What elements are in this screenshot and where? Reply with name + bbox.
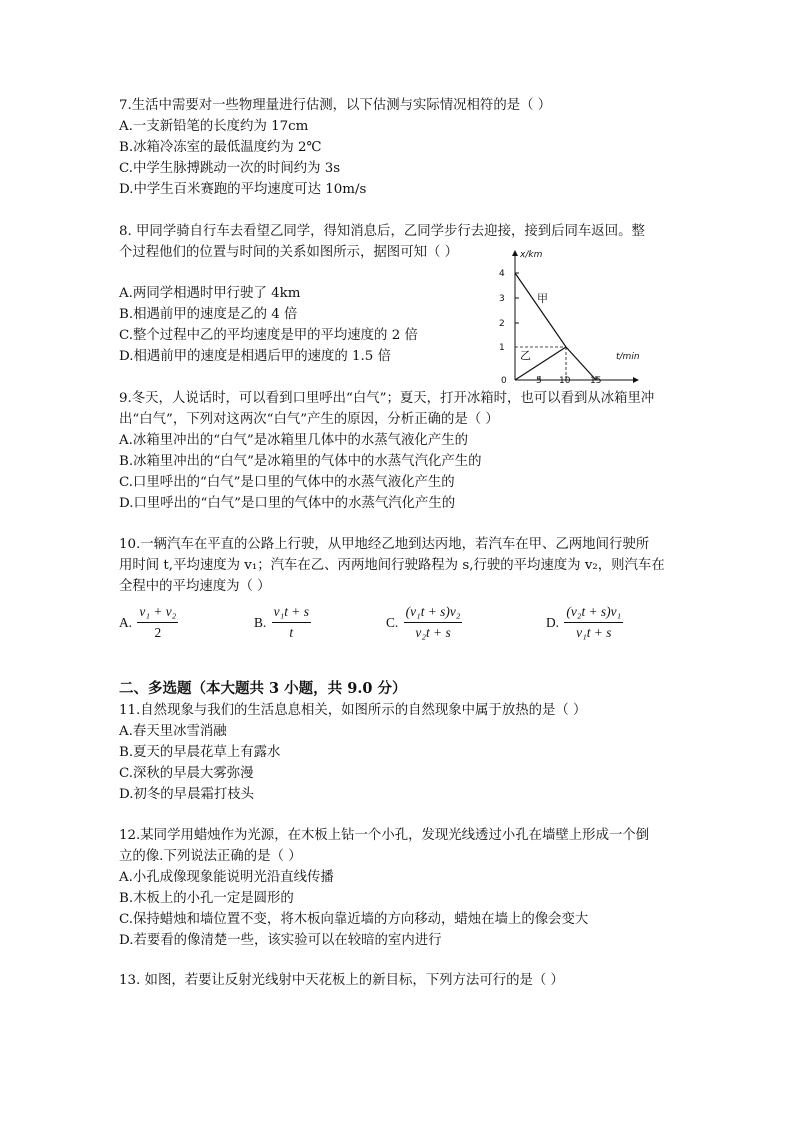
question-13-stem: 13. 如图，若要让反射光线射中天花板上的新目标，下列方法可行的是（ ）	[119, 973, 564, 988]
position-time-graph	[490, 245, 670, 385]
option-label: B.	[254, 614, 267, 630]
question-10-option-b	[254, 604, 311, 641]
question-7-option-a: A.一支新铅笔的长度约为 17cm	[119, 119, 309, 134]
denominator: v₂t + s	[415, 625, 451, 640]
section-heading-multi-choice: 二、多选题（本大题共 3 小题，共 9.0 分）	[119, 680, 407, 697]
question-8-option-c: C.整个过程中乙的平均速度是甲的平均速度的 2 倍	[119, 328, 418, 343]
fraction	[272, 604, 311, 641]
option-label: D.	[546, 614, 560, 630]
numerator: v₁ + v₂	[137, 604, 178, 623]
question-11-option-c: C.深秋的早晨大雾弥漫	[119, 766, 254, 781]
y-tick-label-1: 1	[499, 343, 505, 353]
y-tick-label-4: 4	[499, 269, 505, 279]
question-9-stem-line-1: 9.冬天，人说话时，可以看到口里呼出“白气”；夏天，打开冰箱时，也可以看到从冰箱里冲	[119, 391, 655, 406]
jia-label: 甲	[537, 292, 548, 305]
numerator: (v₂t + s)v₁	[564, 604, 623, 623]
question-12-option-a: A.小孔成像现象能说明光沿直线传播	[119, 870, 334, 885]
origin-label: 0	[501, 376, 507, 385]
y-tick-label-3: 3	[499, 294, 505, 304]
question-8-option-a: A.两同学相遇时甲行驶了 4km	[119, 286, 301, 301]
question-7-stem: 7.生活中需要对一些物理量进行估测，以下估测与实际情况相符的是（ ）	[119, 98, 552, 113]
question-11-option-b: B.夏天的早晨花草上有露水	[119, 745, 281, 760]
question-12-stem-line-2: 立的像.下列说法正确的是（ ）	[119, 849, 302, 864]
option-label: C.	[386, 614, 399, 630]
question-12-stem-line-1: 12.某同学用蜡烛作为光源，在木板上钻一个小孔，发现光线透过小孔在墙壁上形成一个倒	[119, 828, 650, 843]
question-11-option-d: D.初冬的早晨霜打枝头	[119, 787, 255, 802]
question-12-option-d: D.若要看的像清楚一些，该实验可以在较暗的室内进行	[119, 933, 442, 948]
y-tick-label-2: 2	[499, 319, 505, 329]
question-8-stem-line-1: 8. 甲同学骑自行车去看望乙同学，得知消息后，乙同学步行去迎接，接到后同车返回。整	[119, 224, 645, 239]
question-9-option-c: C.口里呼出的“白气”是口里的气体中的水蒸气液化产生的	[119, 475, 455, 490]
question-7-option-c: C.中学生脉搏跳动一次的时间约为 3s	[119, 161, 341, 176]
question-7-option-b: B.冰箱冷冻室的最低温度约为 2℃	[119, 140, 322, 155]
x-tick-label-5: 5	[536, 376, 542, 385]
x-axis-label: t/min	[616, 352, 640, 362]
denominator: v₁t + s	[576, 625, 612, 640]
question-8-option-b: B.相遇前甲的速度是乙的 4 倍	[119, 307, 298, 322]
option-label: A.	[119, 614, 133, 630]
question-9-option-d: D.口里呼出的“白气”是口里的气体中的水蒸气汽化产生的	[119, 496, 456, 511]
numerator: (v₁t + s)v₂	[404, 604, 463, 623]
fraction	[404, 604, 463, 641]
question-12-option-b: B.木板上的小孔一定是圆形的	[119, 891, 294, 906]
fraction	[564, 604, 623, 641]
question-11-option-a: A.春天里冰雪消融	[119, 724, 227, 739]
question-9-option-b: B.冰箱里冲出的“白气”是冰箱里的气体中的水蒸气汽化产生的	[119, 454, 482, 469]
question-7-option-d: D.中学生百米赛跑的平均速度可达 10m/s	[119, 182, 367, 197]
x-tick-label-10: 10	[559, 376, 571, 385]
denominator: 2	[154, 625, 162, 640]
question-10-stem-line-3: 全程中的平均速度为（ ）	[119, 579, 271, 594]
question-8-option-d: D.相遇前甲的速度是相遇后甲的速度的 1.5 倍	[119, 349, 391, 364]
yi-label: 乙	[520, 349, 531, 362]
x-tick-label-15: 15	[590, 376, 602, 385]
question-9-stem-line-2: 出“白气”，下列对这两次“白气”产生的原因，分析正确的是（ ）	[119, 412, 499, 427]
question-10-stem-line-2: 用时间 t,平均速度为 v₁；汽车在乙、丙两地间行驶路程为 s,行驶的平均速度为 v₂，则汽车在	[119, 558, 665, 573]
question-10-stem-line-1: 10.一辆汽车在平直的公路上行驶，从甲地经乙地到达丙地，若汽车在甲、乙两地间行驶所	[119, 537, 650, 552]
question-10-option-c	[386, 604, 462, 641]
question-9-option-a: A.冰箱里冲出的“白气”是冰箱里几体中的水蒸气液化产生的	[119, 433, 468, 448]
y-axis-label: x/km	[520, 250, 543, 260]
question-12-option-c: C.保持蜡烛和墙位置不变，将木板向靠近墙的方向移动，蜡烛在墙上的像会变大	[119, 912, 589, 927]
question-10-option-a	[119, 604, 178, 641]
question-8-stem-line-2: 个过程他们的位置与时间的关系如图所示，据图可知（ ）	[119, 245, 459, 260]
fraction	[137, 604, 178, 641]
jia-line	[515, 273, 596, 380]
numerator: v₁t + s	[272, 604, 311, 623]
question-10-option-d	[546, 604, 623, 641]
question-11-stem: 11.自然现象与我们的生活息息相关，如图所示的自然现象中属于放热的是（ ）	[119, 703, 587, 718]
denominator: t	[289, 625, 294, 640]
